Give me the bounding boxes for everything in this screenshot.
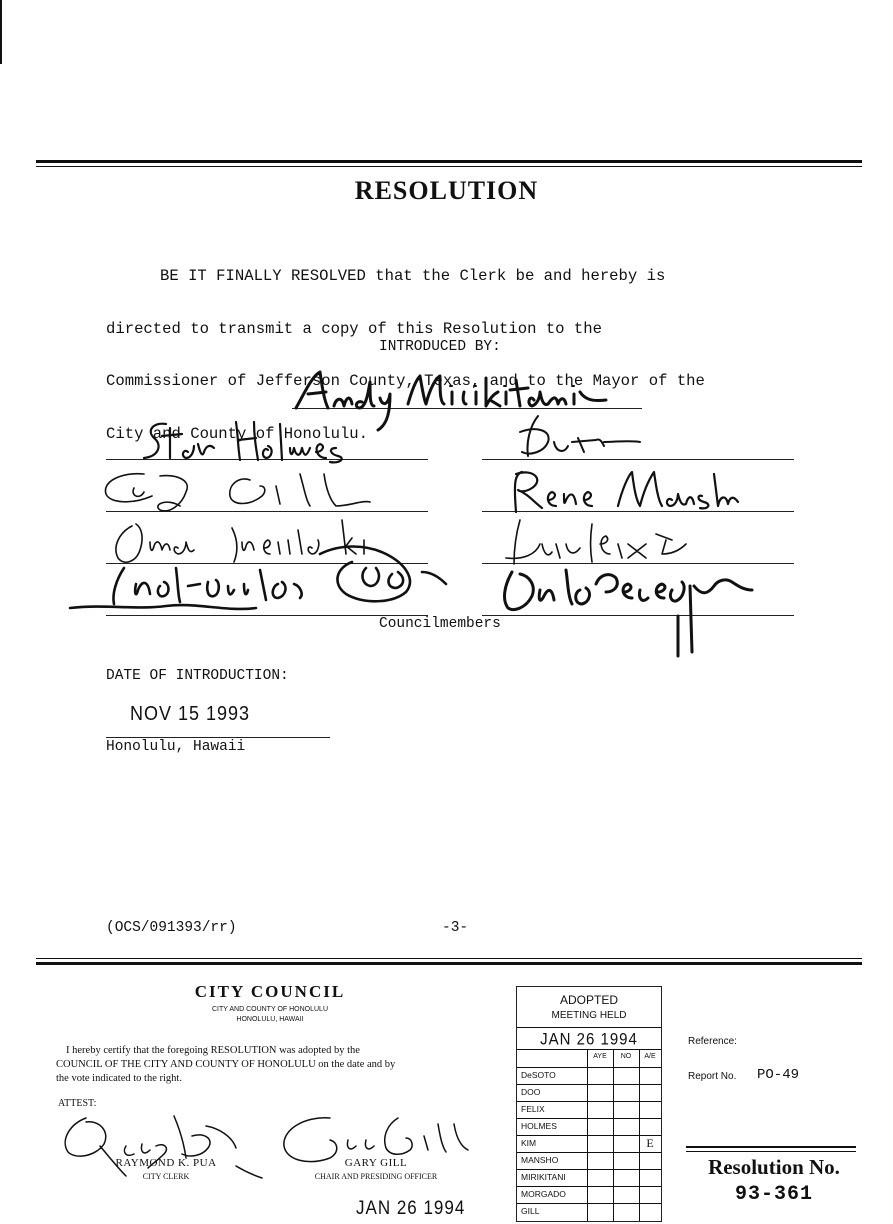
date-of-introduction-label: DATE OF INTRODUCTION: xyxy=(106,668,289,684)
date-stamp: NOV 15 1993 xyxy=(130,701,251,725)
vote-member-mark: E xyxy=(646,1136,654,1150)
signature-holmes xyxy=(140,418,360,466)
date-underline xyxy=(106,737,330,738)
binder-mark xyxy=(0,0,2,64)
vote-row-divider xyxy=(517,1118,661,1119)
vote-member-name: MIRIKITANI xyxy=(521,1172,566,1182)
vote-row-divider xyxy=(517,1169,661,1170)
resolution-number: 93-361 xyxy=(734,1183,813,1206)
vote-member-name: MANSHO xyxy=(521,1155,559,1165)
page-number: -3- xyxy=(442,920,469,936)
file-reference: (OCS/091393/rr) xyxy=(106,920,237,936)
vote-member-name: DOO xyxy=(521,1087,541,1097)
resolution-no-label: Resolution No. xyxy=(708,1155,840,1179)
vote-table xyxy=(516,986,662,1222)
introduced-by-label: INTRODUCED BY: xyxy=(379,339,501,355)
resolution-line: BE IT FINALLY RESOLVED that the Clerk be and hereby is xyxy=(160,267,666,285)
resolution-line: Commissioner of Jefferson County, Texas, and to the Mayor of the xyxy=(106,372,705,390)
lower-rule-thick xyxy=(36,962,862,965)
vote-row-divider xyxy=(517,1067,661,1068)
page-title: RESOLUTION xyxy=(354,176,539,205)
vote-member-name: KIM xyxy=(521,1138,537,1148)
vote-header-adopted: ADOPTED xyxy=(559,993,618,1007)
attest-label: ATTEST: xyxy=(58,1098,97,1109)
vote-row-divider xyxy=(517,1152,661,1153)
chair-title: CHAIR AND PRESIDING OFFICER xyxy=(314,1172,438,1181)
vote-meeting-date: JAN 26 1994 xyxy=(540,1030,638,1049)
clerk-title: CITY CLERK xyxy=(142,1172,190,1181)
vote-column-aye: AYE xyxy=(593,1053,607,1060)
vote-member-name: HOLMES xyxy=(521,1121,557,1131)
vote-member-name: DeSOTO xyxy=(521,1070,556,1080)
certification-text xyxy=(56,1044,490,1086)
signature-doo xyxy=(66,528,466,626)
top-rule-thin xyxy=(36,166,862,167)
certification-line: the vote indicated to the right. xyxy=(56,1073,182,1084)
signature-desoto xyxy=(508,412,648,464)
resolution-no-rule-thick xyxy=(686,1146,856,1148)
report-label: Report No. xyxy=(688,1071,737,1082)
council-subtitle-1: CITY AND COUNTY OF HONOLULU xyxy=(211,1006,329,1013)
resolution-no-rule-thin xyxy=(686,1151,856,1152)
vote-row-divider xyxy=(517,1101,661,1102)
clerk-name: RAYMOND K. PUA xyxy=(115,1157,217,1169)
chair-name: GARY GILL xyxy=(344,1157,408,1169)
vote-column-no: NO xyxy=(620,1053,632,1060)
councilmembers-label: Councilmembers xyxy=(379,616,501,632)
resolution-line: City and County of Honolulu. xyxy=(106,424,369,443)
vote-member-name: GILL xyxy=(521,1206,540,1216)
vote-row-divider xyxy=(517,1186,661,1187)
signature-morgado xyxy=(482,556,782,660)
adopted-date-stamp: JAN 26 1994 xyxy=(356,1196,466,1219)
lower-rule-thin xyxy=(36,958,862,959)
vote-row-divider xyxy=(517,1203,661,1204)
council-title: CITY COUNCIL xyxy=(194,982,346,1001)
certification-line: COUNCIL OF THE CITY AND COUNTY OF HONOLULU on the date and by xyxy=(56,1059,396,1070)
vote-member-name: FELIX xyxy=(521,1104,545,1114)
vote-member-name: MORGADO xyxy=(521,1189,566,1199)
vote-column-ae: A/E xyxy=(644,1053,656,1060)
location-text: Honolulu, Hawaii xyxy=(106,739,246,755)
council-subtitle-2: HONOLULU, HAWAII xyxy=(236,1016,304,1023)
vote-row-divider xyxy=(517,1084,661,1085)
top-rule-thick xyxy=(36,160,862,163)
vote-header-meeting: MEETING HELD xyxy=(551,1010,627,1021)
vote-header-divider xyxy=(517,1027,661,1028)
report-number: PO-49 xyxy=(757,1067,800,1083)
certification-line: I hereby certify that the foregoing RESOLUTION was adopted by the xyxy=(66,1045,360,1056)
resolution-line: directed to transmit a copy of this Resolution to the xyxy=(106,319,602,338)
reference-label: Reference: xyxy=(688,1036,737,1047)
